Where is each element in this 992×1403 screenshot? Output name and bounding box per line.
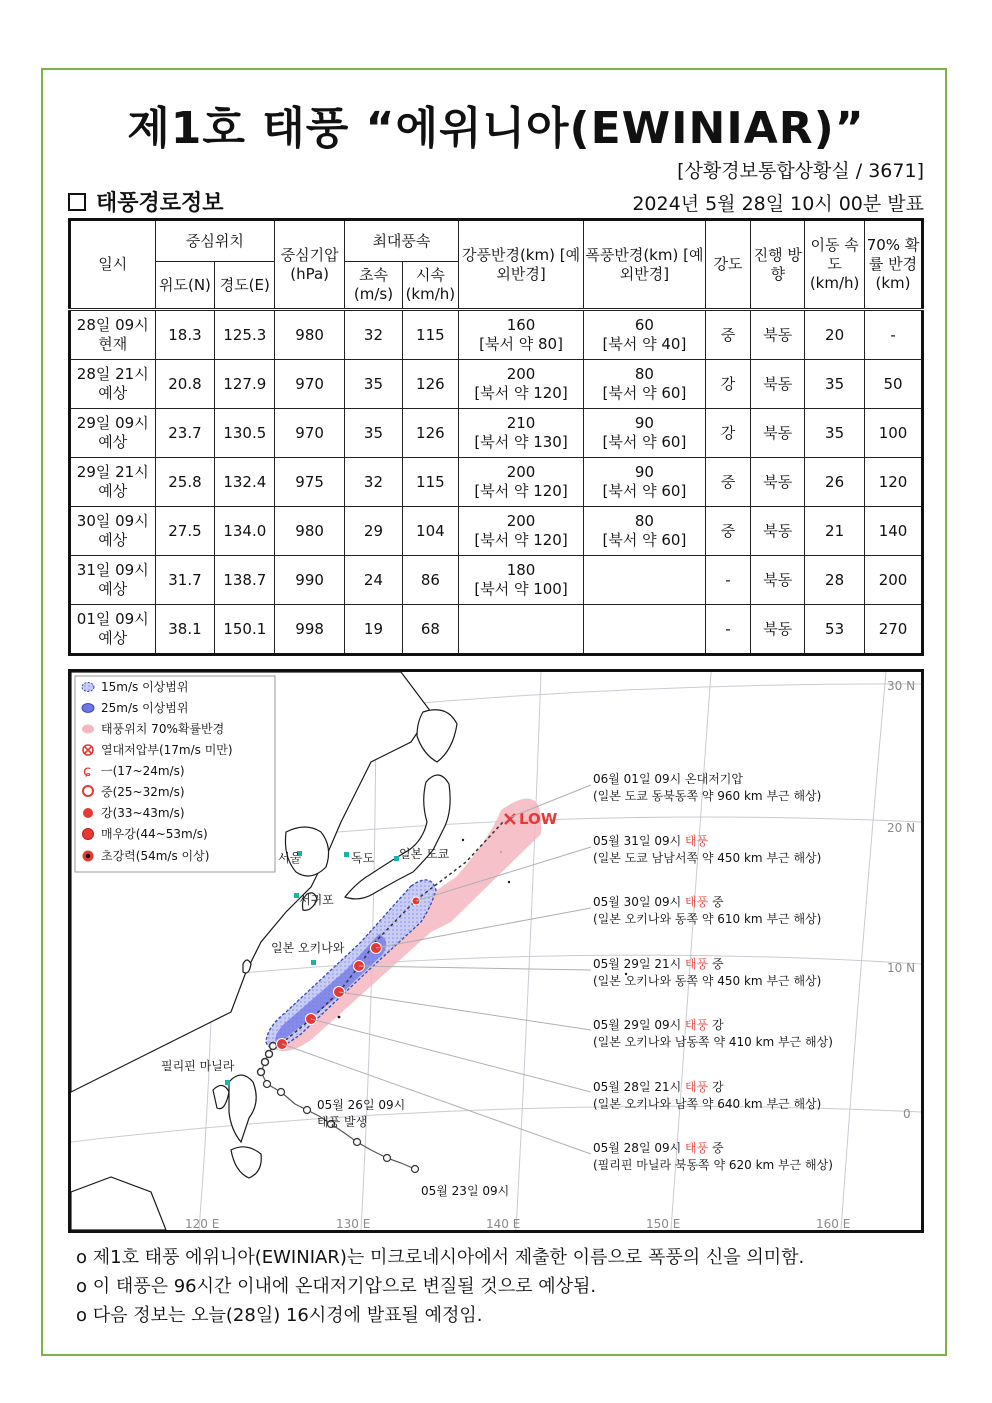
cell-prob-radius — [865, 360, 923, 409]
legend-label-4: 열대저압부(17m/s 미만) — [101, 743, 233, 757]
cell-intensity — [705, 458, 751, 507]
header-lon: 경도(E) — [215, 262, 275, 310]
cell-speed — [805, 360, 865, 409]
cell-intensity — [705, 360, 751, 409]
cell-direction — [751, 458, 805, 507]
cell-kmh — [402, 409, 458, 458]
cell-kmh — [402, 360, 458, 409]
cell-direction-value: 북동 — [763, 423, 793, 442]
table-row — [70, 409, 923, 458]
cell-datetime — [70, 605, 156, 655]
section-heading — [68, 186, 224, 217]
cell-pressure-value: 998 — [295, 619, 324, 638]
cell-storm-radius — [584, 556, 705, 605]
manila-marker-icon — [225, 1080, 230, 1085]
cell-lat — [155, 605, 215, 655]
cell-datetime — [70, 310, 156, 360]
cell-storm-radius — [584, 409, 705, 458]
legend-label-8: 매우강(44~53m/s) — [101, 827, 208, 841]
legend-wind25-icon — [82, 704, 94, 713]
svg-text:05월 28일 09시 태풍 중 — [593, 1140, 724, 1155]
cell-intensity-value: 중 — [720, 472, 736, 491]
cell-datetime — [70, 409, 156, 458]
lat-label-30n: 30 N — [887, 679, 916, 693]
cell-speed-value: 35 — [825, 423, 845, 442]
page-title: 제1호 태풍 “에위니아(EWINIAR)” — [127, 103, 865, 154]
cell-strong-radius — [458, 507, 583, 556]
cell-prob-radius-value: 200 — [878, 570, 908, 589]
department-label: [상황경보통합상황실 / 3671] — [677, 160, 924, 182]
cell-datetime — [70, 507, 156, 556]
callout-6-time: 05월 28일 21시 — [593, 1080, 686, 1094]
cell-prob-radius — [865, 310, 923, 360]
cell-kmh-value: 86 — [420, 570, 440, 589]
cell-intensity-value: - — [725, 619, 731, 638]
callout-3-time: 05월 30일 09시 — [593, 895, 686, 909]
cell-lat — [155, 458, 215, 507]
cell-storm-radius-sub: [북서 약 60] — [602, 384, 687, 402]
cell-pressure — [275, 409, 345, 458]
cell-ms-value: 19 — [363, 619, 383, 638]
lon-label-120e: 120 E — [185, 1217, 220, 1230]
cell-strong-radius-sub: [북서 약 120] — [474, 482, 568, 500]
cell-direction — [751, 310, 805, 360]
lat-label-0: 0 — [903, 1107, 911, 1121]
cell-intensity-value: 중 — [720, 325, 736, 344]
cell-intensity — [705, 310, 751, 360]
cell-kmh-value: 126 — [416, 423, 445, 442]
legend-label-9: 초강력(54m/s 이상) — [101, 849, 210, 863]
callout-6-suffix: 강 — [708, 1080, 724, 1094]
callout-4-suffix: 중 — [708, 957, 724, 971]
cell-datetime-value: 29일 09시 — [76, 414, 149, 432]
cell-ms-value: 32 — [363, 325, 383, 344]
checkbox-icon — [68, 193, 86, 211]
cell-kmh-value: 115 — [416, 472, 445, 491]
cell-datetime-value: 28일 21시 — [76, 365, 149, 383]
note-line: o 이 태풍은 96시간 이내에 온대저기압으로 변질될 것으로 예상됨. — [76, 1276, 597, 1297]
cell-storm-radius-value: 80 — [634, 365, 654, 383]
lon-label-140e: 140 E — [486, 1217, 521, 1230]
cell-storm-radius — [584, 458, 705, 507]
table-row — [70, 360, 923, 409]
low-label: LOW — [519, 810, 558, 828]
cell-ms-value: 35 — [363, 374, 383, 393]
cell-prob-radius-value: 100 — [878, 423, 908, 442]
cell-datetime-sub: 예상 — [98, 384, 128, 402]
cell-lat-value: 23.7 — [168, 423, 202, 442]
cell-lat-value: 38.1 — [168, 619, 202, 638]
svg-text:05월 29일 09시 태풍 강 — [593, 1017, 724, 1032]
cell-datetime-sub: 예상 — [98, 433, 128, 451]
cell-pressure — [275, 605, 345, 655]
place-seoul: 서울 — [278, 851, 302, 865]
cell-lat — [155, 556, 215, 605]
cell-storm-radius-sub: [북서 약 40] — [602, 335, 687, 353]
cell-storm-radius-value: 90 — [634, 414, 654, 432]
lon-label-160e: 160 E — [816, 1217, 851, 1230]
cell-strong-radius-value: 180 — [506, 561, 536, 579]
cell-storm-radius — [584, 360, 705, 409]
lat-label-10n: 10 N — [887, 961, 916, 975]
cell-intensity — [705, 507, 751, 556]
cell-speed-value: 53 — [825, 619, 845, 638]
cell-speed-value: 28 — [825, 570, 845, 589]
callout-5-location: (일본 오키나와 남동쪽 약 410 km 부근 해상) — [593, 1035, 833, 1049]
cell-ms-value: 29 — [363, 521, 383, 540]
cell-lon-value: 127.9 — [223, 374, 267, 393]
track-table — [68, 218, 924, 656]
cell-datetime-sub: 예상 — [98, 482, 128, 500]
genesis-label-time: 05월 26일 09시 — [317, 1098, 406, 1112]
track-map-svg — [71, 672, 921, 1230]
cell-prob-radius — [865, 409, 923, 458]
cell-lat — [155, 409, 215, 458]
callout-7-grade: 태풍 — [685, 1141, 709, 1155]
dokdo-marker-icon — [344, 852, 349, 857]
cell-intensity-value: 강 — [720, 423, 736, 442]
table-row — [70, 507, 923, 556]
cell-datetime-value: 31일 09시 — [76, 561, 149, 579]
callout-7-location: (필리핀 마닐라 북동쪽 약 620 km 부근 해상) — [593, 1158, 833, 1172]
legend-label-3: 태풍위치 70%확률반경 — [101, 722, 225, 736]
callout-4-grade: 태풍 — [685, 957, 709, 971]
callout-7-time: 05월 28일 09시 — [593, 1141, 686, 1155]
cell-lat — [155, 507, 215, 556]
cell-lat — [155, 310, 215, 360]
place-tokyo: 일본 도쿄 — [399, 847, 450, 861]
header-lat: 위도(N) — [155, 262, 215, 310]
callout-6-grade: 태풍 — [685, 1080, 709, 1094]
legend-cone-icon — [82, 725, 94, 734]
cell-kmh — [402, 310, 458, 360]
cell-lat-value: 25.8 — [168, 472, 202, 491]
cell-lon — [215, 556, 275, 605]
cell-prob-radius-value: 140 — [878, 521, 908, 540]
cell-lon-value: 150.1 — [223, 619, 267, 638]
header-max-wind: 최대풍속 — [345, 220, 459, 262]
svg-text:05월 28일 21시 태풍 강 — [593, 1079, 724, 1094]
cell-prob-radius-value: 120 — [878, 472, 908, 491]
cell-lon — [215, 458, 275, 507]
cell-strong-radius — [458, 458, 583, 507]
cell-speed — [805, 605, 865, 655]
cell-strong-radius-value: 200 — [506, 463, 536, 481]
cell-pressure-value: 980 — [295, 521, 324, 540]
cell-direction-value: 북동 — [763, 521, 793, 540]
header-datetime: 일시 — [70, 220, 156, 310]
cell-datetime-sub: 예상 — [98, 629, 128, 647]
cell-lon-value: 138.7 — [223, 570, 267, 589]
cell-lat-value: 20.8 — [168, 374, 202, 393]
cell-pressure-value: 970 — [295, 374, 324, 393]
cell-direction — [751, 605, 805, 655]
cell-ms — [345, 507, 403, 556]
cell-prob-radius — [865, 458, 923, 507]
callout-1-location: (일본 도쿄 동북동쪽 약 960 km 부근 해상) — [593, 789, 822, 803]
cell-prob-radius-value: - — [890, 325, 896, 344]
cell-strong-radius — [458, 409, 583, 458]
callout-2-grade: 태풍 — [685, 834, 709, 848]
notes — [76, 1243, 804, 1330]
header-pressure: 중심기압 (hPa) — [275, 220, 345, 310]
cell-storm-radius-sub: [북서 약 60] — [602, 531, 687, 549]
cell-datetime — [70, 458, 156, 507]
cell-kmh — [402, 507, 458, 556]
cell-strong-radius-sub: [북서 약 130] — [474, 433, 568, 451]
cell-ms — [345, 605, 403, 655]
callout-2-time: 05월 31일 09시 — [593, 834, 686, 848]
cell-storm-radius — [584, 310, 705, 360]
callout-4-time: 05월 29일 21시 — [593, 957, 686, 971]
cell-kmh — [402, 556, 458, 605]
cell-lon-value: 132.4 — [223, 472, 267, 491]
start-label: 05월 23일 09시 — [421, 1184, 510, 1198]
cell-pressure-value: 970 — [295, 423, 324, 442]
cell-pressure-value: 975 — [295, 472, 324, 491]
header-prob-radius: 70% 확률 반경 (km) — [865, 220, 923, 310]
header-center: 중심위치 — [155, 220, 275, 262]
header-intensity: 강도 — [705, 220, 751, 310]
cell-datetime-value: 01일 09시 — [76, 610, 149, 628]
cell-speed — [805, 556, 865, 605]
cell-lat-value: 18.3 — [168, 325, 202, 344]
callout-3-grade: 태풍 — [685, 895, 709, 909]
cell-storm-radius-sub: [북서 약 60] — [602, 482, 687, 500]
cell-datetime — [70, 556, 156, 605]
table-row — [70, 556, 923, 605]
header-storm-radius: 폭풍반경(km) [예외반경] — [584, 220, 705, 310]
cell-ms — [345, 360, 403, 409]
svg-text:05월 31일 09시 태풍 — [593, 833, 709, 848]
cell-prob-radius — [865, 507, 923, 556]
cell-direction — [751, 360, 805, 409]
cell-lat — [155, 360, 215, 409]
svg-text:05월 30일 09시 태풍 중 — [593, 894, 724, 909]
callout-3-location: (일본 오키나와 동쪽 약 610 km 부근 해상) — [593, 912, 822, 926]
cell-datetime-value: 30일 09시 — [76, 512, 149, 530]
cell-strong-radius — [458, 360, 583, 409]
cell-strong-radius-sub: [북서 약 80] — [479, 335, 563, 353]
header-speed: 이동 속도 (km/h) — [805, 220, 865, 310]
cell-pressure — [275, 310, 345, 360]
cell-datetime-sub: 예상 — [98, 531, 128, 549]
section-title: 태풍경로정보 — [96, 191, 224, 216]
genesis-label-text: 태풍 발생 — [317, 1115, 368, 1129]
callout-7-suffix: 중 — [708, 1141, 724, 1155]
cell-intensity-value: 강 — [720, 374, 736, 393]
cell-storm-radius-value: 80 — [634, 512, 654, 530]
legend-label-7: 강(33~43m/s) — [101, 806, 185, 820]
callout-5-time: 05월 29일 09시 — [593, 1018, 686, 1032]
cell-speed — [805, 409, 865, 458]
cell-storm-radius-value: 60 — [634, 316, 654, 334]
legend-label-2: 25m/s 이상범위 — [101, 701, 189, 715]
cell-direction-value: 북동 — [763, 472, 793, 491]
cell-ms — [345, 310, 403, 360]
cell-strong-radius-sub: [북서 약 120] — [474, 384, 568, 402]
cell-speed-value: 21 — [825, 521, 845, 540]
cell-prob-radius-value: 270 — [878, 619, 908, 638]
cell-strong-radius-value: 210 — [506, 414, 536, 432]
cell-strong-radius-sub: [북서 약 100] — [474, 580, 568, 598]
cell-kmh-value: 126 — [416, 374, 445, 393]
cell-intensity — [705, 556, 751, 605]
place-manila: 필리핀 마닐라 — [161, 1059, 235, 1073]
table-row — [70, 310, 923, 360]
cell-direction-value: 북동 — [763, 619, 793, 638]
table-row — [70, 458, 923, 507]
svg-text:06월 01일 09시 온대저기압 — [593, 771, 743, 786]
cell-storm-radius — [584, 605, 705, 655]
lat-label-20n: 20 N — [887, 821, 916, 835]
cell-direction-value: 북동 — [763, 374, 793, 393]
place-seogwipo: 서귀포 — [299, 893, 334, 907]
note-line: o 다음 정보는 오늘(28일) 16시경에 발표될 예정임. — [76, 1305, 483, 1326]
legend-label-6: 중(25~32m/s) — [101, 785, 185, 799]
cell-kmh-value: 115 — [416, 325, 445, 344]
cell-intensity-value: 중 — [720, 521, 736, 540]
cell-intensity — [705, 605, 751, 655]
cell-direction — [751, 556, 805, 605]
lon-label-150e: 150 E — [646, 1217, 681, 1230]
callout-5-grade: 태풍 — [685, 1018, 709, 1032]
cell-ms-value: 24 — [363, 570, 383, 589]
cell-lat-value: 31.7 — [168, 570, 202, 589]
cell-speed-value: 20 — [825, 325, 845, 344]
cell-speed — [805, 310, 865, 360]
cell-prob-radius — [865, 556, 923, 605]
cell-direction — [751, 507, 805, 556]
cell-storm-radius-value: 90 — [634, 463, 654, 481]
table-row — [70, 605, 923, 655]
cell-ms — [345, 458, 403, 507]
cell-lon-value: 125.3 — [223, 325, 267, 344]
cell-lon — [215, 507, 275, 556]
callout-4-location: (일본 오키나와 동쪽 약 450 km 부근 해상) — [593, 974, 822, 988]
header-kmh: 시속 (km/h) — [402, 262, 458, 310]
legend-wind15-icon — [82, 683, 94, 692]
issued-time: 2024년 5월 28일 10시 00분 발표 — [632, 193, 924, 215]
cell-pressure — [275, 556, 345, 605]
callout-3-suffix: 중 — [708, 895, 724, 909]
cell-storm-radius — [584, 507, 705, 556]
note-line: o 제1호 태풍 에위니아(EWINIAR)는 미크로네시아에서 제출한 이름으로 폭풍의 신을 의미함. — [76, 1247, 805, 1268]
header-ms: 초속 (m/s) — [345, 262, 403, 310]
cell-strong-radius-value: 160 — [506, 316, 536, 334]
cell-pressure-value: 990 — [295, 570, 324, 589]
header-direction: 진행 방향 — [751, 220, 805, 310]
cell-lon — [215, 310, 275, 360]
place-okinawa: 일본 오키나와 — [271, 941, 345, 955]
cell-pressure — [275, 360, 345, 409]
legend-label-5: ㅡ(17~24m/s) — [101, 764, 185, 778]
place-dokdo: 독도 — [351, 851, 375, 865]
callout-1-time: 06월 01일 09시 온대저기압 — [593, 772, 743, 786]
cell-speed — [805, 507, 865, 556]
cell-ms — [345, 556, 403, 605]
callout-2-location: (일본 도쿄 남남서쪽 약 450 km 부근 해상) — [593, 851, 822, 865]
cell-strong-radius — [458, 310, 583, 360]
cell-datetime-value: 29일 21시 — [76, 463, 149, 481]
cell-datetime-value: 28일 09시 — [76, 316, 149, 334]
cell-strong-radius-value: 200 — [506, 512, 536, 530]
cell-pressure-value: 980 — [295, 325, 324, 344]
cell-datetime-sub: 현재 — [98, 335, 128, 353]
cell-direction-value: 북동 — [763, 325, 793, 344]
cell-lon-value: 130.5 — [223, 423, 267, 442]
cell-speed-value: 26 — [825, 472, 845, 491]
cell-intensity-value: - — [725, 570, 731, 589]
cell-strong-radius-sub: [북서 약 120] — [474, 531, 568, 549]
callout-5-suffix: 강 — [708, 1018, 724, 1032]
cell-pressure — [275, 507, 345, 556]
cell-strong-radius — [458, 556, 583, 605]
okinawa-marker-icon — [311, 960, 316, 965]
legend-weak-icon: ɕ — [83, 762, 92, 780]
callout-6-location: (일본 오키나와 남쪽 약 640 km 부근 해상) — [593, 1097, 822, 1111]
lon-label-130e: 130 E — [336, 1217, 371, 1230]
cell-lat-value: 27.5 — [168, 521, 202, 540]
cell-kmh-value: 68 — [420, 619, 440, 638]
cell-ms-value: 35 — [363, 423, 383, 442]
cell-intensity — [705, 409, 751, 458]
cell-storm-radius-sub: [북서 약 60] — [602, 433, 687, 451]
cell-kmh — [402, 605, 458, 655]
cell-speed — [805, 458, 865, 507]
legend-verystrong-icon — [83, 829, 94, 840]
cell-lon — [215, 605, 275, 655]
map-legend — [75, 676, 275, 872]
cell-kmh-value: 104 — [416, 521, 445, 540]
header-strong-radius: 강풍반경(km) [예외반경] — [458, 220, 583, 310]
cell-prob-radius-value: 50 — [883, 374, 903, 393]
cell-ms — [345, 409, 403, 458]
cell-kmh — [402, 458, 458, 507]
cell-direction-value: 북동 — [763, 570, 793, 589]
cell-lon — [215, 360, 275, 409]
cell-pressure — [275, 458, 345, 507]
cell-datetime — [70, 360, 156, 409]
cell-direction — [751, 409, 805, 458]
track-map — [68, 669, 924, 1233]
cell-prob-radius — [865, 605, 923, 655]
cell-strong-radius-value: 200 — [506, 365, 536, 383]
cell-ms-value: 32 — [363, 472, 383, 491]
cell-lon — [215, 409, 275, 458]
cell-datetime-sub: 예상 — [98, 580, 128, 598]
cell-speed-value: 35 — [825, 374, 845, 393]
legend-strong-icon — [83, 808, 93, 818]
legend-label-1: 15m/s 이상범위 — [101, 680, 189, 694]
svg-text:05월 29일 21시 태풍 중 — [593, 956, 724, 971]
cell-lon-value: 134.0 — [223, 521, 267, 540]
cell-strong-radius — [458, 605, 583, 655]
